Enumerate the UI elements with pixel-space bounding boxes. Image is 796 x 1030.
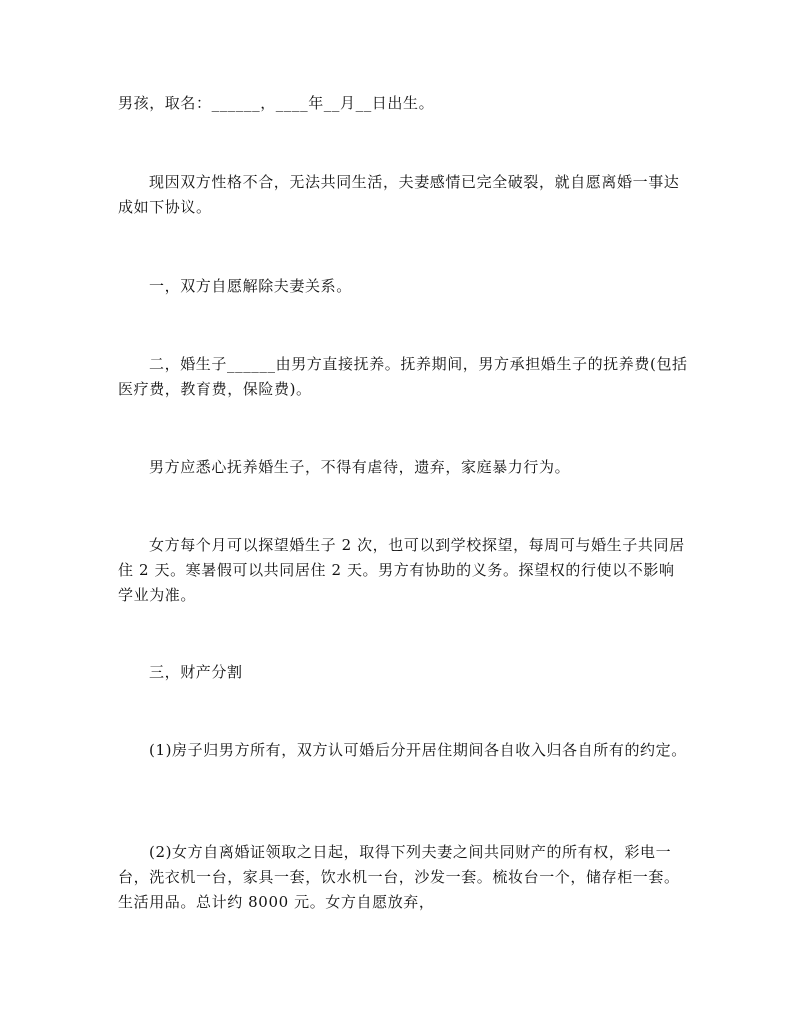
care-duty-paragraph: 男方应悉心抚养婚生子，不得有虐待，遗弃，家庭暴力行为。 [149,458,571,476]
preamble-paragraph: 现因双方性格不合，无法共同生活，夫妻感情已完全破裂，就自愿离婚一事达成如下协议。 [118,173,680,216]
property-1-paragraph: (1)房子归男方所有，双方认可婚后分开居住期间各自收入归各自所有的约定。 [149,741,687,759]
child-info-line: 男孩，取名：______，____年__月__日出生。 [118,94,435,112]
article-3-heading: 三，财产分割 [149,663,243,681]
article-1-paragraph: 一，双方自愿解除夫妻关系。 [149,277,352,295]
visitation-paragraph: 女方每个月可以探望婚生子 2 次，也可以到学校探望，每周可与婚生子共同居住 2 天。寒暑假可以共同居住 2 天。男方有协助的义务。探望权的行使以不影响学业为准。 [118,536,685,604]
article-2-paragraph: 二，婚生子______由男方直接抚养。抚养期间，男方承担婚生子的抚养费(包括医疗费，教育费，保险费)。 [118,355,688,398]
property-2-paragraph: (2)女方自离婚证领取之日起，取得下列夫妻之间共同财产的所有权，彩电一台，洗衣机一台，家具一套，饮水机一台，沙发一套。梳妆台一个，储存柜一套。生活用品。总计约 8000 元。女方自愿放弃， [118,843,680,911]
